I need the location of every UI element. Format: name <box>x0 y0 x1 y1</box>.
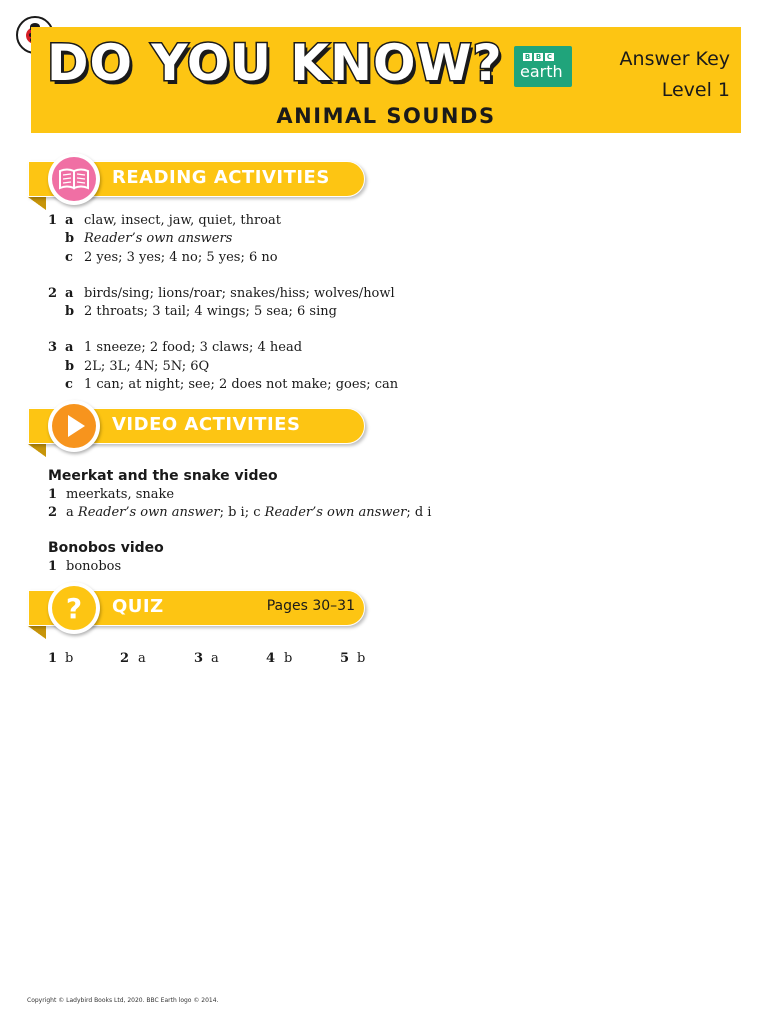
answer-text <box>66 504 431 522</box>
copyright-text: Copyright © Ladybird Books Ltd, 2020. BBC Earth logo © 2014. <box>27 997 219 1004</box>
question-number: 1 <box>48 487 58 502</box>
question-number: 1 <box>48 559 58 574</box>
quiz-answer: b <box>357 651 366 666</box>
quiz-answer: a <box>211 651 219 666</box>
answer-text: Reader’s own answers <box>84 231 233 246</box>
quiz-number: 1 <box>48 651 58 666</box>
part-letter: a <box>65 340 74 355</box>
quiz-answer: a <box>138 651 146 666</box>
italic-answer: Reader’s own answer <box>264 505 407 520</box>
part-letter: a <box>65 286 74 301</box>
quiz-number: 5 <box>340 651 350 666</box>
bbc-earth-logo-icon <box>514 46 572 87</box>
level-text: Level 1 <box>661 79 730 101</box>
answer-text: meerkats, snake <box>66 487 175 502</box>
page-title: DO YOU KNOW? <box>47 34 503 92</box>
book-icon <box>48 153 100 205</box>
part-letter: a <box>65 213 74 228</box>
quiz-number: 4 <box>266 651 276 666</box>
answer-text: birds/sing; lions/roar; snakes/hiss; wolves/howl <box>84 286 395 301</box>
question-number: 3 <box>48 340 58 355</box>
answer-key-label <box>620 44 730 106</box>
play-icon <box>48 400 100 452</box>
question-number: 2 <box>48 505 58 520</box>
answer-key-text: Answer Key <box>619 48 730 70</box>
answer-text: claw, insect, jaw, quiet, throat <box>84 213 281 228</box>
part-letter: c <box>65 250 73 265</box>
part-letter: c <box>65 377 73 392</box>
quiz-number: 3 <box>194 651 204 666</box>
answer-text: 2L; 3L; 4N; 5N; 6Q <box>84 359 210 374</box>
part-letter: b <box>65 359 75 374</box>
answer-text: 1 can; at night; see; 2 does not make; goes; can <box>84 377 399 392</box>
section-title: QUIZ <box>112 596 164 617</box>
answer-part: ; b i; c <box>219 505 265 520</box>
question-number: 2 <box>48 286 58 301</box>
answer-text: 1 sneeze; 2 food; 3 claws; 4 head <box>84 340 303 355</box>
quiz-answer: b <box>284 651 293 666</box>
question-icon <box>48 582 100 634</box>
brand-word: earth <box>520 62 563 81</box>
brand-block: B <box>535 53 542 61</box>
answer-part: ; d i <box>406 505 432 520</box>
page-subtitle: ANIMAL SOUNDS <box>276 104 496 128</box>
video-activities-ribbon <box>28 408 365 444</box>
part-letter: b <box>65 231 75 246</box>
quiz-pages: Pages 30–31 <box>266 598 355 614</box>
part-letter: a <box>66 505 74 520</box>
reading-activities-ribbon <box>28 161 365 197</box>
brand-block: B <box>524 53 531 61</box>
quiz-number: 2 <box>120 651 130 666</box>
svg-text:?: ? <box>65 592 83 625</box>
quiz-ribbon <box>28 590 365 626</box>
answer-text: bonobos <box>66 559 122 574</box>
section-title: READING ACTIVITIES <box>112 167 330 188</box>
brand-block: C <box>546 53 553 61</box>
part-letter: b <box>65 304 75 319</box>
quiz-answer: b <box>65 651 74 666</box>
answer-text: 2 yes; 3 yes; 4 no; 5 yes; 6 no <box>84 250 278 265</box>
answer-text: 2 throats; 3 tail; 4 wings; 5 sea; 6 sing <box>84 304 337 319</box>
video-heading: Meerkat and the snake video <box>48 468 278 484</box>
question-number: 1 <box>48 213 58 228</box>
italic-answer: Reader’s own answer <box>77 505 220 520</box>
video-heading: Bonobos video <box>48 540 164 556</box>
section-title: VIDEO ACTIVITIES <box>112 414 301 435</box>
